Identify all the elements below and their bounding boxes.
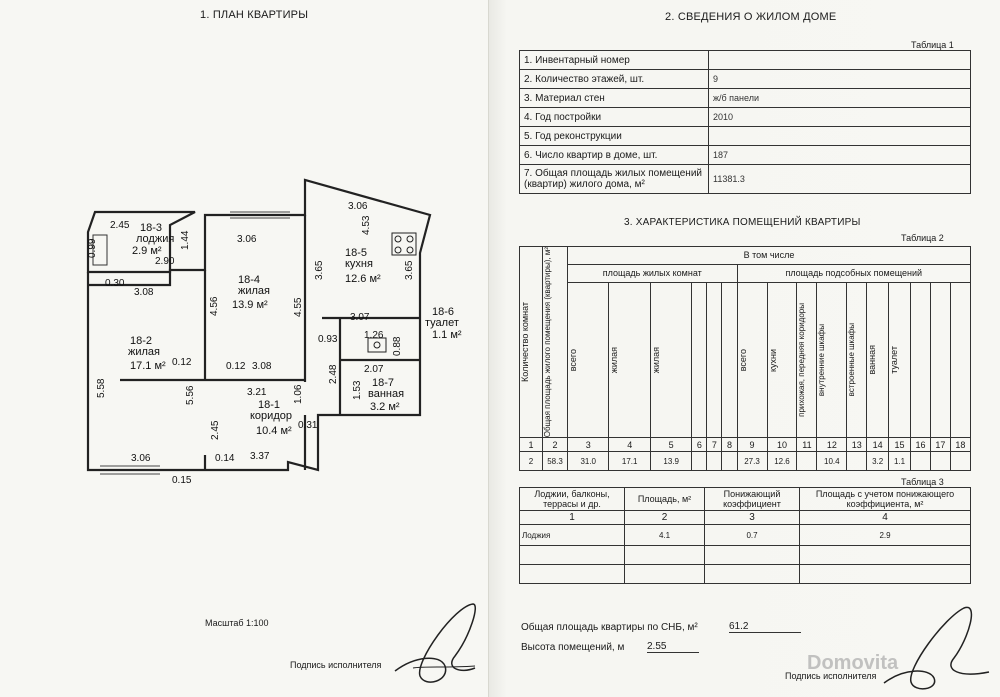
dimension-label: 0.12: [226, 361, 246, 372]
dimension-label: 3.06: [237, 234, 257, 245]
room-18-7-number: 18-7: [372, 377, 395, 389]
floor-plan-drawing: [0, 0, 488, 697]
handwritten-signature: [385, 596, 485, 696]
signature-label: Подпись исполнителя: [785, 671, 877, 681]
room-18-4-area: 13.9 м²: [232, 299, 268, 311]
section3-title: 3. ХАРАКТЕРИСТИКА ПОМЕЩЕНИЙ КВАРТИРЫ: [624, 217, 861, 228]
table-row: Лоджия 4.1 0.7 2.9: [520, 525, 971, 546]
room-18-2-area: 17.1 м²: [130, 360, 166, 372]
dimension-label: 1.53: [352, 380, 363, 400]
building-info-title: 2. СВЕДЕНИЯ О ЖИЛОМ ДОМЕ: [665, 11, 837, 23]
dimension-label: 2.45: [110, 220, 130, 231]
dimension-label: 3.65: [404, 260, 415, 280]
dimension-label: 2.90: [155, 256, 175, 267]
dimension-label: 0.30: [105, 278, 125, 289]
dimension-label: 1.44: [180, 230, 191, 250]
dimension-label: 5.56: [185, 385, 196, 405]
dimension-label: 3.08: [252, 361, 272, 372]
room-18-2-number: 18-2: [130, 335, 153, 347]
dimension-label: 0.15: [172, 475, 192, 486]
dimension-label: 0.14: [215, 453, 235, 464]
room-18-3-number: 18-3: [140, 222, 163, 234]
room-18-5-area: 12.6 м²: [345, 273, 381, 285]
dimension-label: 4.55: [293, 297, 304, 317]
room-18-6-name: туалет: [425, 317, 459, 329]
table-row: 2. Количество этажей, шт. 9: [520, 70, 971, 89]
room-18-4-number: 18-4: [238, 274, 261, 286]
room-18-4-name: жилая: [238, 285, 270, 297]
room-18-7-area: 3.2 м²: [370, 401, 400, 413]
dimension-label: 3.65: [314, 260, 325, 280]
dimension-label: 2.07: [364, 364, 384, 375]
room-18-6-area: 1.1 м²: [432, 329, 462, 341]
table3-caption: Таблица 3: [901, 477, 944, 487]
total-area-label: Общая площадь квартиры по СНБ, м²: [521, 622, 698, 633]
table-row: 4. Год постройки 2010: [520, 108, 971, 127]
building-info-table: [519, 50, 971, 194]
room-18-1-area: 10.4 м²: [256, 425, 292, 437]
table-row: 7. Общая площадь жилых помещений (квартир) жилого дома, м² 11381.3: [520, 165, 971, 194]
dimension-label: 4.56: [209, 296, 220, 316]
room-18-5-number: 18-5: [345, 247, 368, 259]
height-label: Высота помещений, м: [521, 642, 625, 653]
dimension-label: 1.06: [293, 384, 304, 404]
apartment-rooms-table: Количество комнат Общая площадь жилого помещения (квартиры), м² В том числе площадь жилых комнат площадь подсобных помещений всего жилая жилая всего кухни прихожая, передняя коридоры внутренние шкафы встроенные шкафы ванная туалет 1 2 3 4 5 6 7 8 9 10 11 12 13 14 15 16 17 18 2 58.3 31.0 17.1 13.9 27.3 12.6 10.4 3.2 1.1: [519, 246, 971, 471]
dimension-label: 0.88: [392, 336, 403, 356]
table-row: 2 58.3 31.0 17.1 13.9 27.3 12.6 10.4 3.2 1.1: [520, 452, 971, 471]
dimension-label: 0.93: [318, 334, 338, 345]
dimension-label: 5.58: [96, 378, 107, 398]
table-row: 1. Инвентарный номер: [520, 51, 971, 70]
loggia-table: Лоджии, балконы, террасы и др. Площадь, м² Понижающий коэффициент Площадь с учетом понижающего коэффициента, м² 1 2 3 4 Лоджия 4.1 0.7 2.9: [519, 487, 971, 584]
table-row: 5. Год реконструкции: [520, 127, 971, 146]
dimension-label: 3.06: [131, 453, 151, 464]
scale-label: Масштаб 1:100: [205, 618, 269, 628]
room-18-6-number: 18-6: [432, 306, 455, 318]
dimension-label: 3.21: [247, 387, 267, 398]
handwritten-signature: [879, 598, 997, 696]
dimension-label: 3.08: [134, 287, 154, 298]
floor-plan-page: [0, 0, 488, 697]
dimension-label: 2.45: [210, 420, 221, 440]
total-area-value: 61.2: [729, 621, 801, 633]
room-18-3-area: 2.9 м²: [132, 245, 162, 257]
dimension-label: 0.31: [298, 420, 318, 431]
watermark-logo: Domovita: [807, 652, 899, 674]
table2-caption: Таблица 2: [901, 233, 944, 243]
table-row: 6. Число квартир в доме, шт. 187: [520, 146, 971, 165]
room-18-3-name: лоджия: [136, 233, 175, 245]
building-info-page: [488, 0, 1000, 697]
column-numbers-row: 1 2 3 4 5 6 7 8 9 10 11 12 13 14 15 16 17 18: [520, 438, 971, 452]
dimension-label: 1.26: [364, 330, 384, 341]
room-18-2-name: жилая: [128, 346, 160, 358]
room-18-1-number: 18-1: [258, 399, 281, 411]
dimension-label: 3.07: [350, 312, 370, 323]
dimension-label: 0.12: [172, 357, 192, 368]
dimension-label: 3.37: [250, 451, 270, 462]
height-value: 2.55: [647, 641, 699, 653]
signature-label: Подпись исполнителя: [290, 660, 382, 670]
floor-plan-title: 1. ПЛАН КВАРТИРЫ: [200, 9, 309, 21]
room-18-5-name: кухня: [345, 258, 373, 270]
room-18-1-name: коридор: [250, 410, 292, 422]
dimension-label: 4.53: [361, 215, 372, 235]
dimension-label: 0.99: [87, 238, 98, 258]
dimension-label: 3.06: [348, 201, 368, 212]
table1-caption: Таблица 1: [911, 40, 954, 50]
dimension-label: 2.48: [328, 364, 339, 384]
table-row: 3. Материал стен ж/б панели: [520, 89, 971, 108]
room-18-7-name: ванная: [368, 388, 405, 400]
